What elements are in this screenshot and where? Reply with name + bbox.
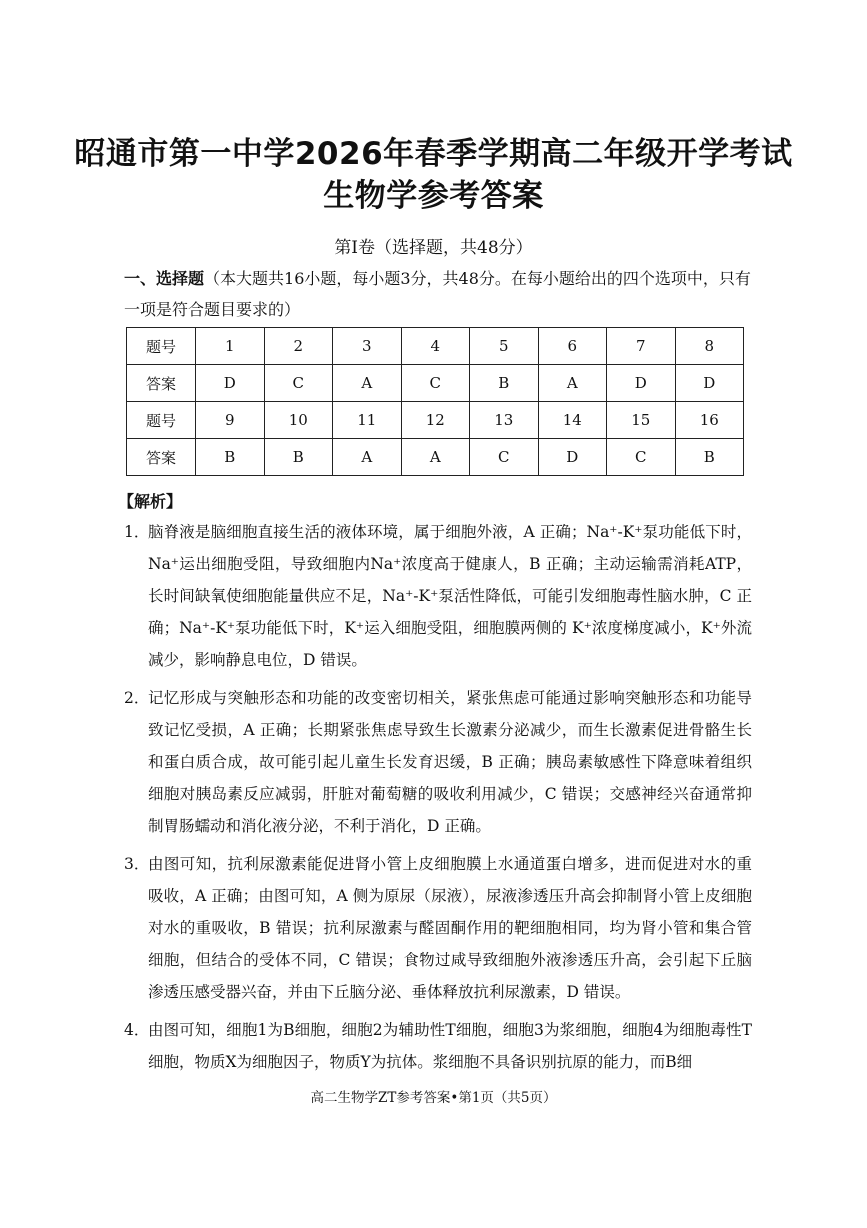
table-cell: A xyxy=(401,439,470,476)
table-cell: 6 xyxy=(538,328,607,365)
table-cell: 8 xyxy=(675,328,744,365)
table-cell: 14 xyxy=(538,402,607,439)
page-footer: 高二生物学ZT参考答案•第1页（共5页） xyxy=(310,1090,557,1106)
list-item xyxy=(124,516,752,676)
table-cell: D xyxy=(196,365,265,402)
table-cell: 7 xyxy=(607,328,676,365)
volume-heading: 第Ⅰ卷（选择题，共48分） xyxy=(334,238,533,258)
table-cell: C xyxy=(401,365,470,402)
table-cell: 15 xyxy=(607,402,676,439)
table-row xyxy=(127,328,744,365)
table-row xyxy=(127,365,744,402)
row-label: 答案 xyxy=(127,439,196,476)
list-item xyxy=(124,682,752,842)
table-row xyxy=(127,439,744,476)
row-label: 题号 xyxy=(127,402,196,439)
section-intro xyxy=(124,263,752,325)
item-number: 3． xyxy=(124,855,150,873)
table-cell: D xyxy=(675,365,744,402)
row-label: 答案 xyxy=(127,365,196,402)
analysis-heading: 【解析】 xyxy=(118,492,183,511)
document-subtitle: 生物学参考答案 xyxy=(323,178,544,214)
item-number: 4． xyxy=(124,1021,150,1039)
table-cell: A xyxy=(538,365,607,402)
table-cell: 4 xyxy=(401,328,470,365)
table-cell: 2 xyxy=(264,328,333,365)
document-title: 昭通市第一中学2026年春季学期高二年级开学考试 xyxy=(74,136,793,172)
list-item xyxy=(124,1014,752,1078)
row-label: 题号 xyxy=(127,328,196,365)
item-text: 由图可知，细胞1为B细胞，细胞2为辅助性T细胞，细胞3为浆细胞，细胞4为细胞毒性T细胞，物质X为细胞因子，物质Y为抗体。浆细胞不具备识别抗原的能力，而B细 xyxy=(148,1021,752,1071)
list-item xyxy=(124,848,752,1008)
table-cell: C xyxy=(607,439,676,476)
table-cell: 12 xyxy=(401,402,470,439)
table-cell: B xyxy=(264,439,333,476)
table-cell: B xyxy=(675,439,744,476)
table-cell: D xyxy=(538,439,607,476)
section-description: （本大题共16小题，每小题3分，共48分。在每小题给出的四个选项中，只有一项是符合题目要求的） xyxy=(124,269,751,319)
table-cell: 5 xyxy=(470,328,539,365)
table-cell: 16 xyxy=(675,402,744,439)
table-cell: 10 xyxy=(264,402,333,439)
item-text: 记忆形成与突触形态和功能的改变密切相关，紧张焦虑可能通过影响突触形态和功能导致记忆受损，A 正确；长期紧张焦虑导致生长激素分泌减少，而生长激素促进骨骼生长和蛋白质合成，故可能引起儿童生长发育迟缓，B 正确；胰岛素敏感性下降意味着组织细胞对胰岛素反应减弱，肝脏对葡萄糖的吸收利用减少，C 错误；交感神经兴奋通常抑制胃肠蠕动和消化液分泌，不利于消化，D 正确。 xyxy=(148,689,752,835)
table-row xyxy=(127,402,744,439)
item-text: 脑脊液是脑细胞直接生活的液体环境，属于细胞外液，A 正确；Na⁺-K⁺泵功能低下时，Na⁺运出细胞受阻，导致细胞内Na⁺浓度高于健康人，B 正确；主动运输需消耗ATP，长时间缺氧使细胞能量供应不足，Na⁺-K⁺泵活性降低，可能引发细胞毒性脑水肿，C 正确；Na⁺-K⁺泵功能低下时，K⁺运入细胞受阻，细胞膜两侧的 K⁺浓度梯度减小，K⁺外流减少，影响静息电位，D 错误。 xyxy=(148,523,752,669)
table-cell: A xyxy=(333,439,402,476)
table-cell: B xyxy=(470,365,539,402)
table-cell: 3 xyxy=(333,328,402,365)
table-cell: 11 xyxy=(333,402,402,439)
table-cell: A xyxy=(333,365,402,402)
table-cell: C xyxy=(470,439,539,476)
table-cell: C xyxy=(264,365,333,402)
item-number: 2． xyxy=(124,689,150,707)
analysis-list xyxy=(124,516,752,1084)
table-cell: D xyxy=(607,365,676,402)
table-cell: 9 xyxy=(196,402,265,439)
item-text: 由图可知，抗利尿激素能促进肾小管上皮细胞膜上水通道蛋白增多，进而促进对水的重吸收，A 正确；由图可知，A 侧为原尿（尿液），尿液渗透压升高会抑制肾小管上皮细胞对水的重吸收，B 错误；抗利尿激素与醛固酮作用的靶细胞相同，均为肾小管和集合管细胞，但结合的受体不同，C 错误；食物过咸导致细胞外液渗透压升高，会引起下丘脑渗透压感受器兴奋，并由下丘脑分泌、垂体释放抗利尿激素，D 错误。 xyxy=(148,855,752,1001)
table-cell: 13 xyxy=(470,402,539,439)
answer-table xyxy=(126,327,744,476)
section-label: 一、选择题 xyxy=(124,269,205,288)
item-number: 1． xyxy=(124,523,150,541)
table-cell: 1 xyxy=(196,328,265,365)
table-cell: B xyxy=(196,439,265,476)
